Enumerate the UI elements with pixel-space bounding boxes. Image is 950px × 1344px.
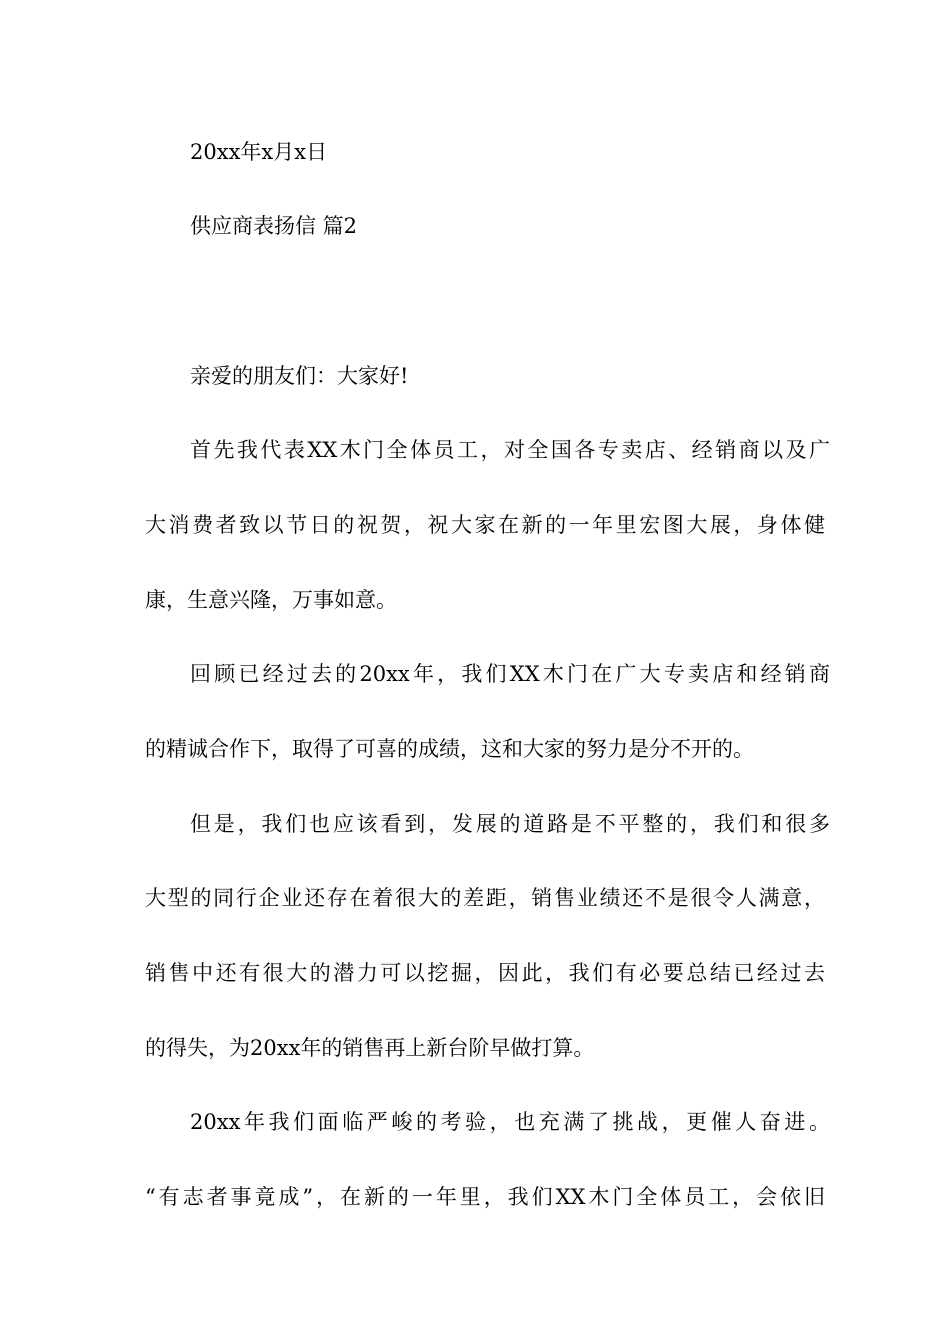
letter-heading: 供应商表扬信 篇2 bbox=[190, 214, 358, 238]
paragraph-2-line-2: 的精诚合作下，取得了可喜的成绩，这和大家的努力是分不开的。 bbox=[145, 737, 754, 761]
paragraph-3-line-2: 大型的同行企业还存在着很大的差距，销售业绩还不是很令人满意， bbox=[145, 886, 825, 910]
paragraph-1-line-2: 大消费者致以节日的祝贺，祝大家在新的一年里宏图大展，身体健 bbox=[145, 513, 825, 537]
paragraph-2-line-1: 回顾已经过去的20xx年，我们XX木门在广大专卖店和经销商 bbox=[190, 662, 830, 686]
paragraph-1-line-3: 康，生意兴隆，万事如意。 bbox=[145, 588, 397, 612]
paragraph-4-line-2: “有志者事竟成”，在新的一年里，我们XX木门全体员工，会依旧 bbox=[145, 1185, 825, 1209]
paragraph-4-line-1: 20xx年我们面临严峻的考验，也充满了挑战，更催人奋进。 bbox=[190, 1110, 830, 1134]
letter-date: 20xx年x月x日 bbox=[190, 140, 328, 164]
paragraph-3-line-3: 销售中还有很大的潜力可以挖掘，因此，我们有必要总结已经过去 bbox=[145, 961, 825, 985]
paragraph-3-line-1: 但是，我们也应该看到，发展的道路是不平整的，我们和很多 bbox=[190, 812, 830, 836]
paragraph-1-line-1: 首先我代表XX木门全体员工，对全国各专卖店、经销商以及广 bbox=[190, 438, 830, 462]
letter-greeting: 亲爱的朋友们：大家好! bbox=[190, 364, 409, 388]
paragraph-3-line-4: 的得失，为20xx年的销售再上新台阶早做打算。 bbox=[145, 1036, 595, 1060]
